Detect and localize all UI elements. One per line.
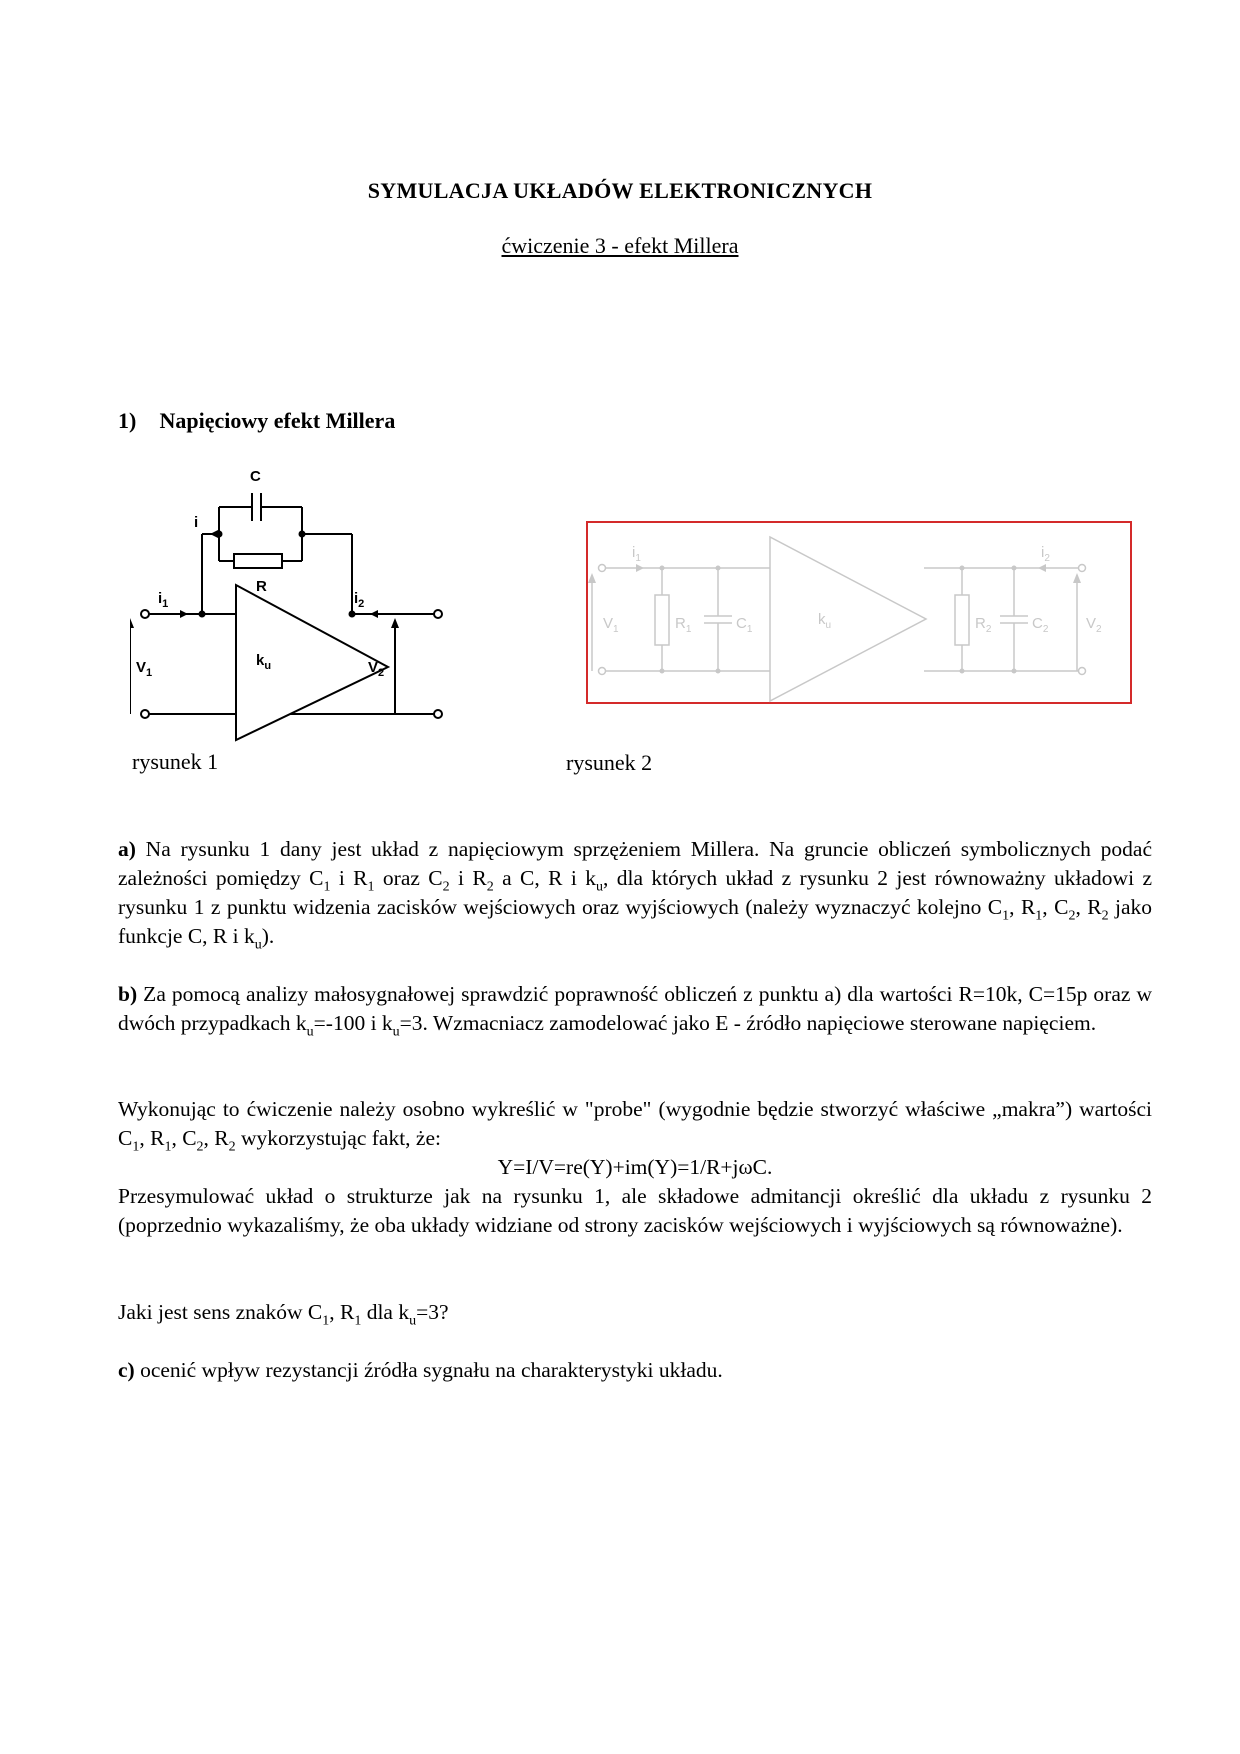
paragraph-c-label: c)	[118, 1358, 135, 1382]
admittance-formula: Y=I/V=re(Y)+im(Y)=1/R+jωC.	[497, 1155, 773, 1179]
figure-2-caption: rysunek 2	[566, 750, 653, 775]
figure-1-caption: rysunek 1	[132, 749, 219, 774]
fig2-label-C2: $C_2$	[1032, 615, 1049, 635]
page-title: SYMULACJA UKŁADÓW ELEKTRONICZNYCH	[367, 178, 873, 203]
paragraph-a-label: a)	[118, 837, 136, 861]
paragraph-probe: Wykonując to ćwiczenie należy osobno wykreślić w "probe" (wygodnie będzie stworzyć właściwe „makra”) wartości $C_1$, $R_1$, $C_2$, $R_2$ wykorzystując fakt, że: Y=I/V=re(Y)+im(Y)=1/R+jωC. Przesymulować układ o strukturze jak na rysunku 1, ale składowe admitancji określić dla układu z rysunku 2 (poprzednio wykazaliśmy, że oba układy widziane od strony zacisków wejściowych i wyjściowych są równoważne).	[118, 1095, 1152, 1240]
paragraph-a: a) Na rysunku 1 dany jest układ z napięciowym sprzężeniem Millera. Na gruncie obliczeń symbolicznych podać zależności pomiędzy $C_1$ i $R_1$ oraz $C_2$ i $R_2$ a C, R i $k_u$, dla których układ z rysunku 2 jest równoważny układowi z rysunku 1 z punktu widzenia zacisków wejściowych oraz wyjściowych (należy wyznaczyć kolejno $C_1$, $R_1$, $C_2$, $R_2$ jako funkcje C, R i $k_u$).	[118, 837, 1153, 953]
fig2-label-i2: $i_2$	[1041, 544, 1050, 564]
fig1-label-i: i	[194, 514, 199, 531]
fig1-label-R: R	[256, 578, 267, 595]
paragraph-question: Jaki jest sens znaków $C_1$, $R_1$ dla $k_u=3$?	[118, 1300, 449, 1329]
fig1-label-i2: $i_2$	[354, 590, 365, 610]
fig2-label-R1: $R_1$	[675, 615, 692, 635]
page-subtitle: ćwiczenie 3 - efekt Millera	[501, 233, 739, 258]
paragraph-c: c) ocenić wpływ rezystancji źródła sygnału na charakterystyki układu.	[118, 1358, 723, 1382]
section-heading	[118, 408, 395, 434]
fig2-label-i1: $i_1$	[632, 544, 641, 564]
fig1-label-V2: $V_2$	[368, 659, 385, 679]
figure-1-circuit	[130, 465, 460, 750]
fig2-label-C1: $C_1$	[736, 615, 753, 635]
fig2-label-V1: $V_1$	[603, 615, 619, 635]
fig1-label-V1: $V_1$	[136, 659, 153, 679]
fig2-label-V2: $V_2$	[1086, 615, 1102, 635]
section-number: 1)	[118, 408, 137, 433]
fig1-label-i1: $i_1$	[158, 590, 169, 610]
paragraph-b-label: b)	[118, 982, 138, 1006]
fig1-label-C: C	[250, 468, 261, 485]
fig2-label-ku: $k_u$	[818, 611, 832, 631]
fig1-label-ku: $k_u$	[256, 652, 272, 672]
fig2-label-R2: $R_2$	[975, 615, 992, 635]
figure-2-circuit	[586, 521, 1134, 706]
paragraph-b: b) Za pomocą analizy małosygnałowej sprawdzić poprawność obliczeń z punktu a) dla wartości R=10k, C=15p oraz w dwóch przypadkach $k_u=-100$ i $k_u=3$. Wzmacniacz zamodelować jako E - źródło napięciowe sterowane napięciem.	[118, 982, 1152, 1040]
paragraph-simulate: Przesymulować układ o strukturze jak na rysunku 1, ale składowe admitancji określić dla układu z rysunku 2 (poprzednio wykazaliśmy, że oba układy widziane od strony zacisków wejściowych i wyjściowych są równoważne).	[118, 1184, 1152, 1237]
section-title: Napięciowy efekt Millera	[159, 408, 396, 433]
